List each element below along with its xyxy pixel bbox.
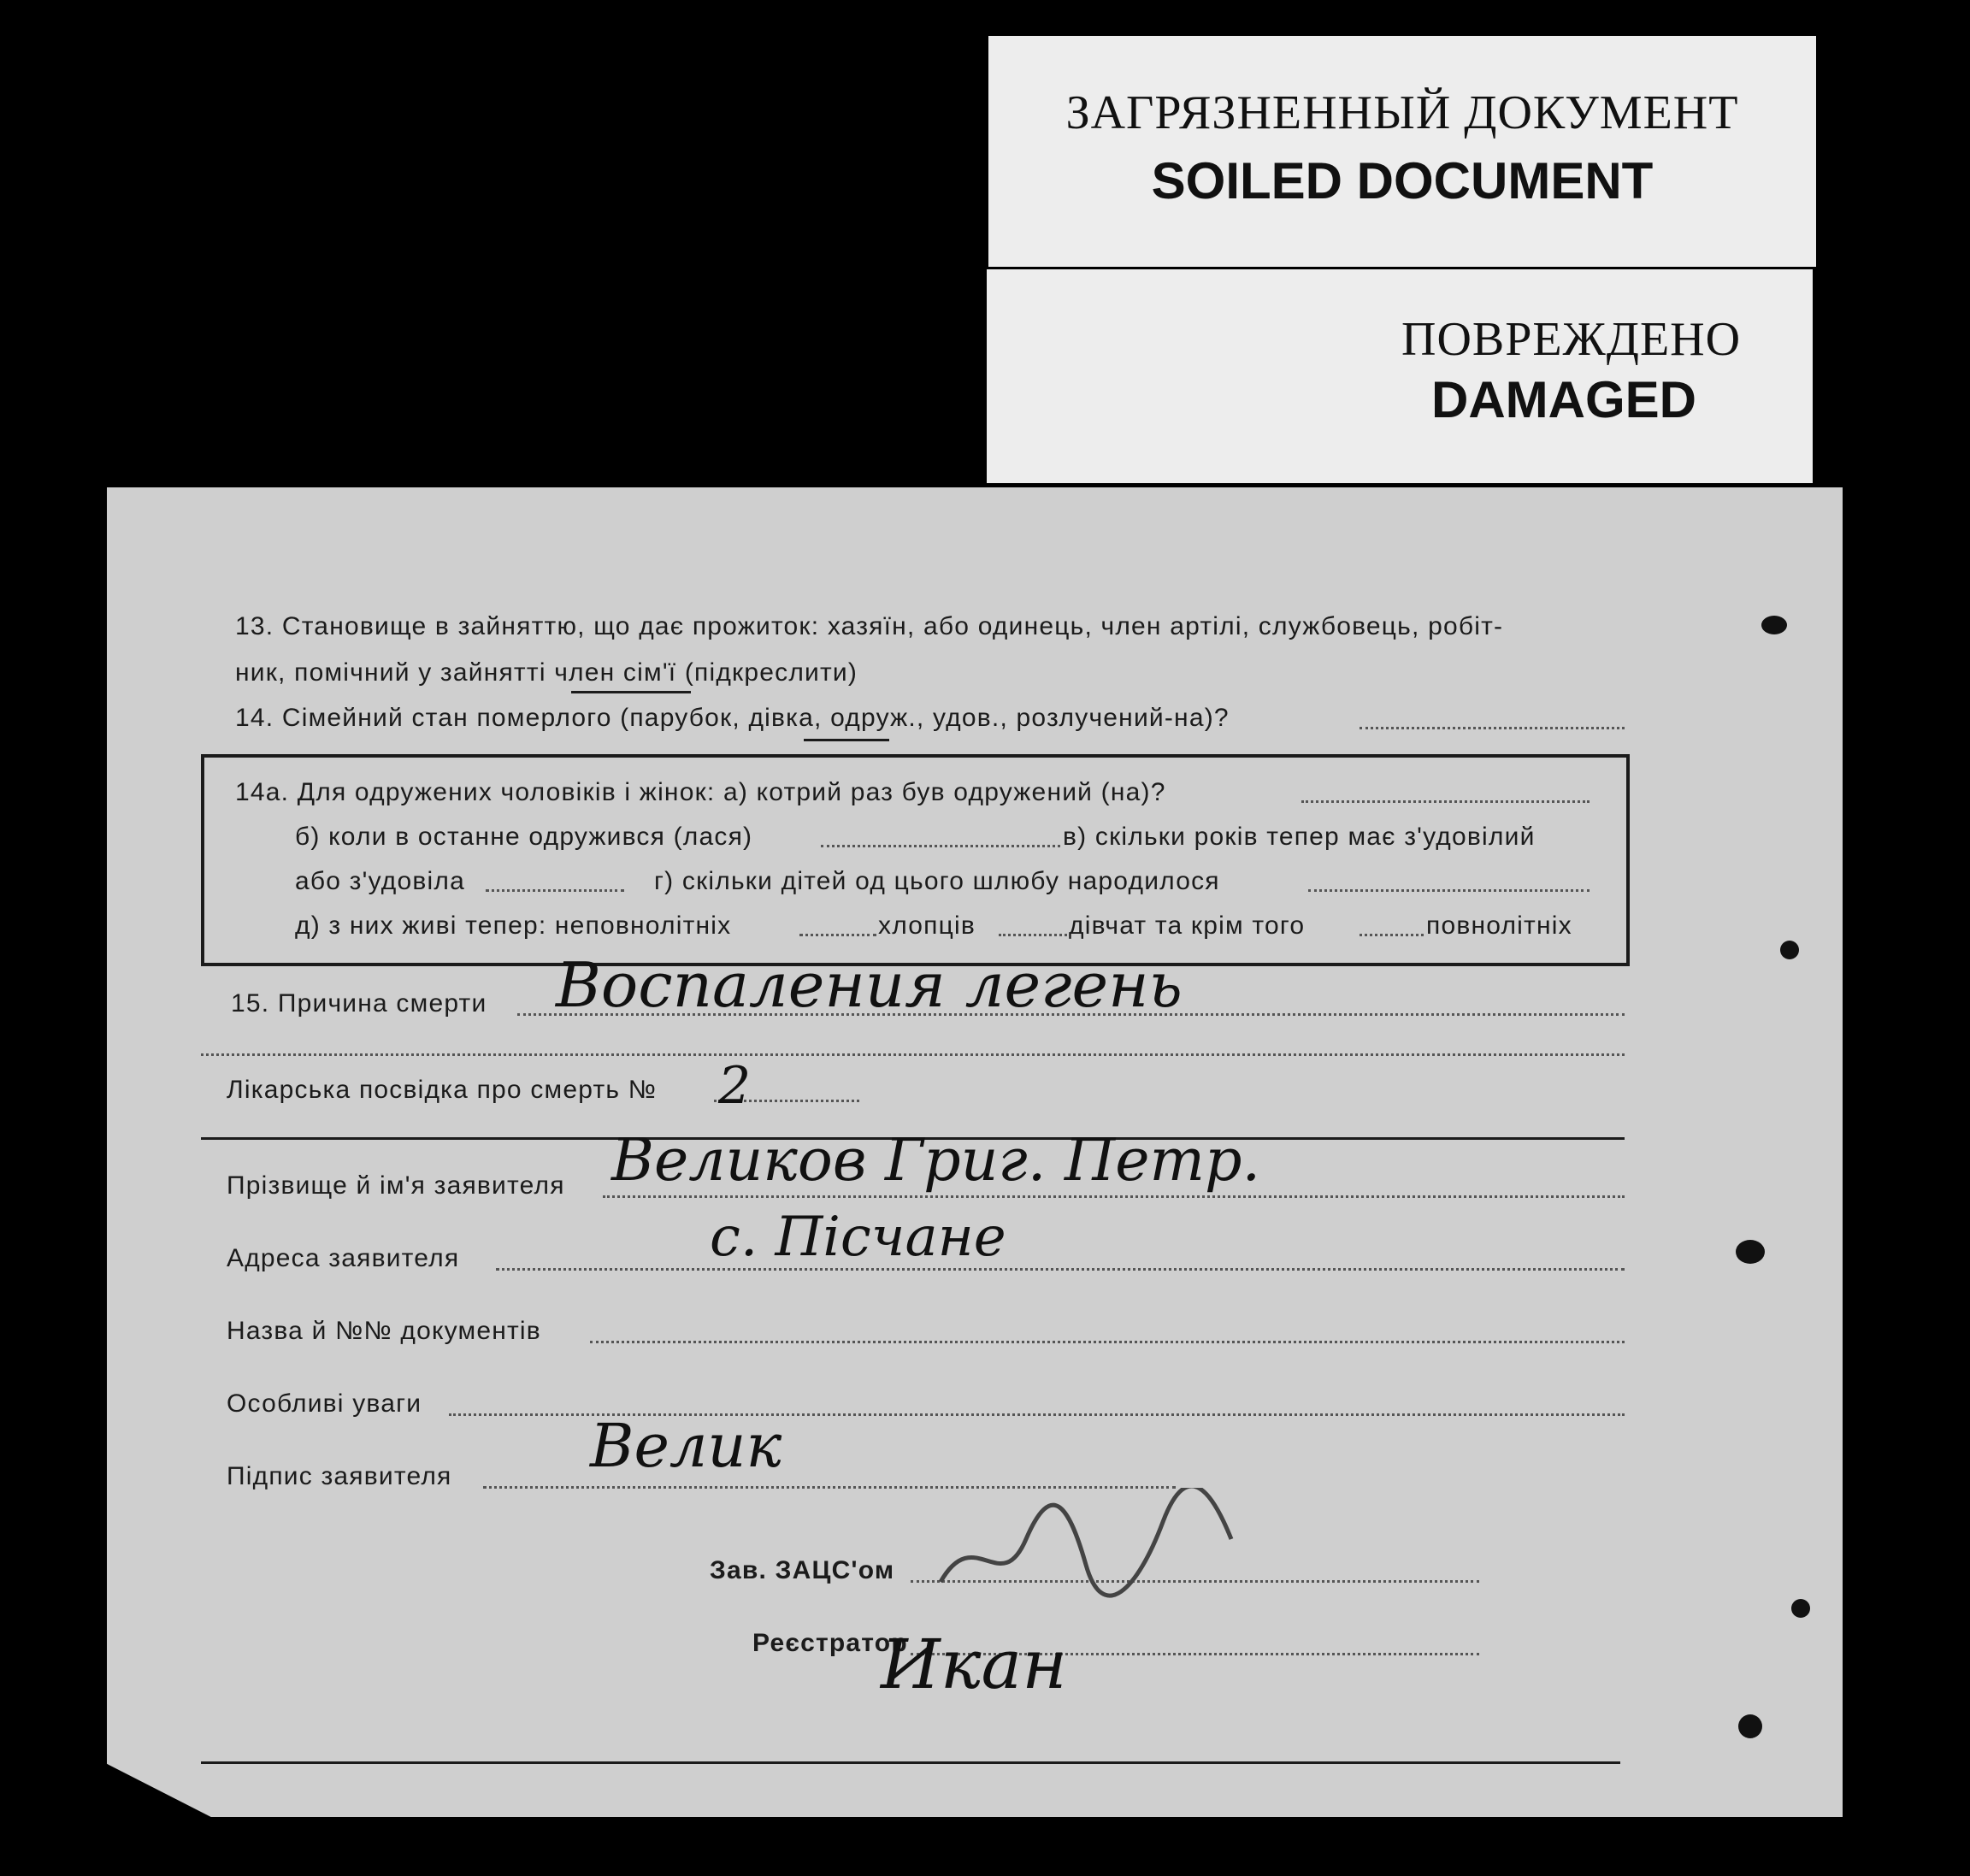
certificate-label: Лікарська посвідка про смерть № xyxy=(227,1076,658,1104)
q14a-line3b: г) скільки дітей од цього шлюбу народилося xyxy=(654,867,1220,895)
q14a-d1-line xyxy=(799,934,876,936)
applicant-signature-label: Підпис заявителя xyxy=(227,1462,452,1490)
q15-answer-line-2 xyxy=(201,1053,1625,1056)
head-zags-signature xyxy=(923,1488,1248,1612)
damaged-label-ru: ПОВРЕЖДЕНО xyxy=(1401,313,1742,366)
q14-underline xyxy=(804,739,889,741)
damaged-label-en: DAMAGED xyxy=(1431,371,1696,428)
q14-text: 14. Сімейний стан померлого (парубок, дівка, одруж., удов., розлучений-на)? xyxy=(235,704,1230,732)
applicant-address-line xyxy=(496,1268,1625,1271)
q13-line1: 13. Становище в зайняттю, що дає прожиток: хазяїн, або одинець, член артілі, службовець, робіт- xyxy=(235,612,1504,640)
q14a-d2-line xyxy=(999,934,1067,936)
q14a-line2b: в) скільки років тепер має з'удовілий xyxy=(1063,823,1536,851)
punch-hole xyxy=(1738,1714,1762,1738)
q14a-line4d: повнолітніх xyxy=(1426,911,1572,940)
applicant-name-handwriting: Великов Григ. Петр. xyxy=(611,1127,1261,1195)
punch-hole xyxy=(1780,941,1799,959)
soiled-label-ru: ЗАГРЯЗНЕННЫЙ ДОКУМЕНТ xyxy=(1065,86,1739,139)
q14a-line2a: б) коли в останне одружився (лася) xyxy=(295,823,753,851)
q14a-d3-line xyxy=(1360,934,1424,936)
applicant-signature-handwriting: Велик xyxy=(590,1411,782,1481)
applicant-address-handwriting: с. Пісчане xyxy=(710,1206,1006,1269)
q14a-line1: 14а. Для одружених чоловіків і жінок: а) котрий раз був одружений (на)? xyxy=(235,778,1166,806)
registrar-signature-handwriting: Икан xyxy=(881,1625,1067,1704)
punch-hole xyxy=(1761,616,1787,634)
documents-line xyxy=(590,1341,1625,1343)
q14a-b-line xyxy=(821,845,1060,847)
q14a-a-line xyxy=(1301,800,1590,803)
registrar-label: Реєстратор xyxy=(752,1629,908,1657)
q14a-v-line xyxy=(486,889,624,892)
head-zags-label: Зав. ЗАЦС'ом xyxy=(710,1556,895,1584)
cause-of-death-handwriting: Воспаления легень xyxy=(556,949,1183,1021)
divider-rule-bottom xyxy=(201,1761,1620,1764)
applicant-name-line xyxy=(603,1195,1625,1198)
zags-signature-svg xyxy=(923,1488,1248,1608)
q14a-line4b: хлопців xyxy=(878,911,976,940)
q13-line2: ник, помічний у зайнятті член сім'ї (підкреслити) xyxy=(235,658,858,687)
punch-hole xyxy=(1736,1240,1765,1264)
q14a-line4a: д) з них живі тепер: неповнолітніх xyxy=(295,911,732,940)
notes-label: Особливі уваги xyxy=(227,1389,422,1418)
q14-answer-line xyxy=(1360,727,1625,729)
soiled-label-en: SOILED DOCUMENT xyxy=(1151,152,1654,209)
q15-label: 15. Причина смерти xyxy=(231,989,487,1018)
q14a-line4c: дівчат та крім того xyxy=(1069,911,1306,940)
documents-label: Назва й №№ документів xyxy=(227,1317,541,1345)
damaged-document-label xyxy=(987,269,1813,483)
punch-hole xyxy=(1791,1599,1810,1618)
q14a-line3a: або з'удовіла xyxy=(295,867,465,895)
soiled-document-label xyxy=(988,36,1816,267)
certificate-number-handwriting: 2 xyxy=(718,1056,752,1116)
applicant-address-label: Адреса заявителя xyxy=(227,1244,460,1272)
zags-signature-stroke xyxy=(941,1488,1231,1596)
q14a-g-line xyxy=(1308,889,1590,892)
applicant-name-label: Прізвище й ім'я заявителя xyxy=(227,1171,565,1200)
q13-underline xyxy=(571,691,691,693)
